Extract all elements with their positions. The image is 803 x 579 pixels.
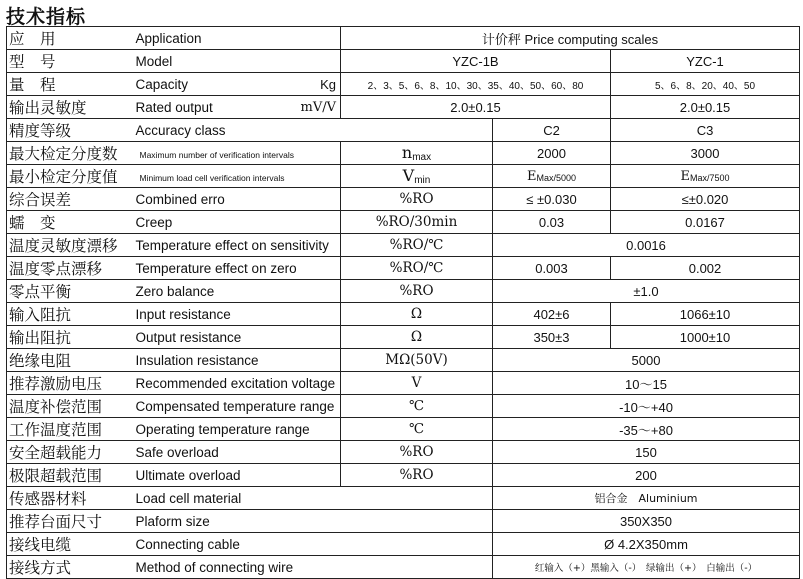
accuracy-label-en: Accuracy class: [134, 119, 493, 142]
application-label-zh: 应 用: [7, 27, 134, 50]
creep-value-c3: 0.0167: [611, 211, 800, 234]
material-value: 铝合金 Aluminium: [493, 487, 800, 510]
output-res-unit: Ω: [341, 326, 493, 349]
safe-overload-label-zh: 安全超载能力: [7, 441, 134, 464]
combined-value-c3: ≤±0.020: [611, 188, 800, 211]
max-div-value-c2: 2000: [493, 142, 611, 165]
rated-output-label-zh: 输出灵敏度: [7, 96, 134, 119]
table-row: [7, 119, 800, 142]
excitation-value: 10～15: [493, 372, 800, 395]
insulation-label-en: Insulation resistance: [134, 349, 341, 372]
min-div-label-zh: 最小检定分度值: [7, 165, 134, 188]
temp-zero-value-c3: 0.002: [611, 257, 800, 280]
capacity-label-en: Kg Capacity: [134, 73, 341, 96]
application-label-en: Application: [134, 27, 341, 50]
op-temp-unit: ℃: [341, 418, 493, 441]
table-row: [7, 372, 800, 395]
output-res-value-c2: 350±3: [493, 326, 611, 349]
accuracy-value-c3: C3: [611, 119, 800, 142]
table-row: [7, 73, 800, 96]
excitation-unit: V: [341, 372, 493, 395]
rated-output-value-c3: 2.0±0.15: [611, 96, 800, 119]
model-label-zh: 型 号: [7, 50, 134, 73]
table-row: [7, 234, 800, 257]
wiring-label-zh: 接线方式: [7, 556, 134, 579]
material-label-en: Load cell material: [134, 487, 493, 510]
table-row: [7, 487, 800, 510]
cable-label-zh: 接线电缆: [7, 533, 134, 556]
max-div-label-zh: 最大检定分度数: [7, 142, 134, 165]
safe-overload-value: 150: [493, 441, 800, 464]
accuracy-label-zh: 精度等级: [7, 119, 134, 142]
temp-zero-label-en: Temperature effect on zero: [134, 257, 341, 280]
safe-overload-label-en: Safe overload: [134, 441, 341, 464]
input-res-label-zh: 输入阻抗: [7, 303, 134, 326]
ult-overload-label-en: Ultimate overload: [134, 464, 341, 487]
table-row: [7, 188, 800, 211]
table-row: [7, 96, 800, 119]
capacity-value-c2: 2、3、5、6、8、10、30、35、40、50、60、80: [341, 73, 611, 96]
zero-balance-unit: %RO: [341, 280, 493, 303]
temp-sens-label-en: Temperature effect on sensitivity: [134, 234, 341, 257]
zero-balance-label-en: Zero balance: [134, 280, 341, 303]
table-row: [7, 50, 800, 73]
platform-value: 350X350: [493, 510, 800, 533]
table-row: [7, 27, 800, 50]
min-div-label-en: Minimum load cell verification intervals: [134, 165, 341, 188]
combined-label-en: Combined erro: [134, 188, 341, 211]
model-value-c3: YZC-1: [611, 50, 800, 73]
comp-temp-value: -10～+40: [493, 395, 800, 418]
comp-temp-unit: ℃: [341, 395, 493, 418]
ult-overload-value: 200: [493, 464, 800, 487]
page-title: 技术指标: [6, 6, 87, 28]
zero-balance-value: ±1.0: [493, 280, 800, 303]
combined-label-zh: 综合误差: [7, 188, 134, 211]
safe-overload-unit: %RO: [341, 441, 493, 464]
output-res-label-en: Output resistance: [134, 326, 341, 349]
table-row: [7, 533, 800, 556]
table-row: [7, 303, 800, 326]
creep-value-c2: 0.03: [493, 211, 611, 234]
ult-overload-unit: %RO: [341, 464, 493, 487]
table-row: [7, 441, 800, 464]
cable-label-en: Connecting cable: [134, 533, 493, 556]
output-res-label-zh: 输出阻抗: [7, 326, 134, 349]
ult-overload-label-zh: 极限超载范围: [7, 464, 134, 487]
wiring-value: 红输入（+）黑输入（-） 绿输出（+） 白输出（-）: [493, 556, 800, 579]
insulation-unit: MΩ(50V): [341, 349, 493, 372]
output-res-value-c3: 1000±10: [611, 326, 800, 349]
table-row: [7, 280, 800, 303]
op-temp-value: -35～+80: [493, 418, 800, 441]
table-row: [7, 349, 800, 372]
min-div-unit: $V_{min}$: [341, 165, 493, 188]
creep-unit: %RO/30min: [341, 211, 493, 234]
insulation-label-zh: 绝缘电阻: [7, 349, 134, 372]
creep-label-en: Creep: [134, 211, 341, 234]
table-row: [7, 556, 800, 579]
min-div-value-c2: $E_{Max/5000}$: [493, 165, 611, 188]
model-label-en: Model: [134, 50, 341, 73]
temp-sens-value: 0.0016: [493, 234, 800, 257]
op-temp-label-en: Operating temperature range: [134, 418, 341, 441]
comp-temp-label-en: Compensated temperature range: [134, 395, 341, 418]
max-div-label-en: Maximum number of verification intervals: [134, 142, 341, 165]
table-row: [7, 326, 800, 349]
insulation-value: 5000: [493, 349, 800, 372]
table-row: [7, 142, 800, 165]
temp-zero-label-zh: 温度零点漂移: [7, 257, 134, 280]
platform-label-en: Plaform size: [134, 510, 493, 533]
rated-output-label-en: mV/V Rated output: [134, 96, 341, 119]
table-row: [7, 418, 800, 441]
max-div-value-c3: 3000: [611, 142, 800, 165]
cable-value: Ø 4.2X350mm: [493, 533, 800, 556]
input-res-unit: Ω: [341, 303, 493, 326]
material-label-zh: 传感器材料: [7, 487, 134, 510]
table-row: [7, 395, 800, 418]
accuracy-value-c2: C2: [493, 119, 611, 142]
op-temp-label-zh: 工作温度范围: [7, 418, 134, 441]
capacity-value-c3: 5、6、8、20、40、50: [611, 73, 800, 96]
capacity-unit: Kg: [320, 76, 336, 92]
combined-value-c2: ≤ ±0.030: [493, 188, 611, 211]
temp-zero-value-c2: 0.003: [493, 257, 611, 280]
platform-label-zh: 推荐台面尺寸: [7, 510, 134, 533]
rated-output-value-c2: 2.0±0.15: [341, 96, 611, 119]
model-value-c2: YZC-1B: [341, 50, 611, 73]
capacity-label-zh: 量 程: [7, 73, 134, 96]
application-value: 计价秤 Price computing scales: [341, 27, 800, 50]
creep-label-zh: 蠕 变: [7, 211, 134, 234]
wiring-label-en: Method of connecting wire: [134, 556, 493, 579]
table-row: [7, 165, 800, 188]
table-row: [7, 510, 800, 533]
table-row: [7, 257, 800, 280]
table-row: [7, 464, 800, 487]
combined-unit: %RO: [341, 188, 493, 211]
rated-output-unit: mV/V: [300, 99, 336, 115]
excitation-label-en: Recommended excitation voltage: [134, 372, 341, 395]
zero-balance-label-zh: 零点平衡: [7, 280, 134, 303]
max-div-unit: $n_{max}$: [341, 142, 493, 165]
input-res-value-c2: 402±6: [493, 303, 611, 326]
temp-sens-label-zh: 温度灵敏度漂移: [7, 234, 134, 257]
spec-table: [6, 26, 800, 579]
excitation-label-zh: 推荐激励电压: [7, 372, 134, 395]
input-res-label-en: Input resistance: [134, 303, 341, 326]
comp-temp-label-zh: 温度补偿范围: [7, 395, 134, 418]
temp-zero-unit: %RO/℃: [341, 257, 493, 280]
min-div-value-c3: $E_{Max/7500}$: [611, 165, 800, 188]
temp-sens-unit: %RO/℃: [341, 234, 493, 257]
input-res-value-c3: 1066±10: [611, 303, 800, 326]
table-row: [7, 211, 800, 234]
